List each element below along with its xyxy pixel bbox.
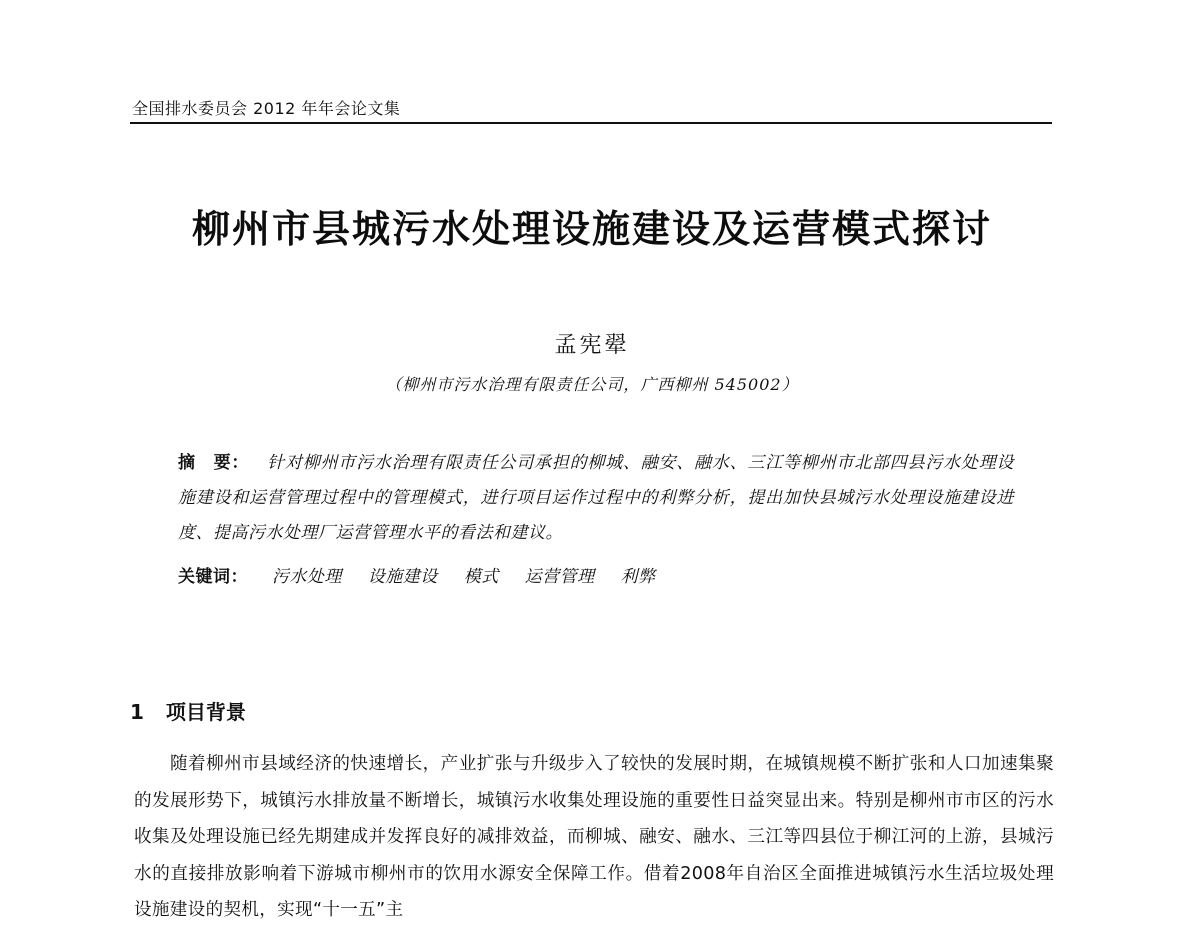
section-heading xyxy=(130,696,246,725)
article-title: 柳州市县城污水处理设施建设及运营模式探讨 xyxy=(191,207,992,251)
keyword-item: 设施建设 xyxy=(367,567,438,587)
author-name: 孟宪翚 xyxy=(554,333,630,358)
section-number: 1 xyxy=(130,700,144,724)
abstract-label: 摘 要： xyxy=(178,453,250,473)
abstract xyxy=(178,446,1014,551)
section-title: 项目背景 xyxy=(165,700,246,724)
keyword-item: 利弊 xyxy=(620,567,656,587)
keyword-item: 模式 xyxy=(463,567,499,587)
keyword-item: 污水处理 xyxy=(271,567,342,587)
keywords-label: 关键词： xyxy=(178,567,248,587)
body-paragraph: 随着柳州市县域经济的快速增长，产业扩张与升级步入了较快的发展时期，在城镇规模不断扩张和人口加速集聚的发展形势下，城镇污水排放量不断增长，城镇污水收集处理设施的重要性日益突显出来。特别是柳州市市区的污水收集及处理设施已经先期建成并发挥良好的减排效益，而柳城、融安、融水、三江等四县位于柳江河的上游，县城污水的直接排放影响着下游城市柳州市的饮用水源安全保障工作。借着2008年自治区全面推进城镇污水生活垃圾处理设施建设的契机，实现“十一五”主 xyxy=(134,754,1054,920)
header-rule xyxy=(130,122,1052,124)
author-affiliation: （柳州市污水治理有限责任公司，广西柳州 545002） xyxy=(385,375,799,394)
abstract-text: 针对柳州市污水治理有限责任公司承担的柳城、融安、融水、三江等柳州市北部四县污水处理设施建设和运营管理过程中的管理模式，进行项目运作过程中的利弊分析，提出加快县城污水处理设施建设进度、提高污水处理厂运营管理水平的看法和建议。 xyxy=(178,453,1014,543)
keywords xyxy=(178,562,1014,587)
keyword-item: 运营管理 xyxy=(524,567,595,587)
running-header: 全国排水委员会 2012 年年会论文集 xyxy=(132,99,401,118)
